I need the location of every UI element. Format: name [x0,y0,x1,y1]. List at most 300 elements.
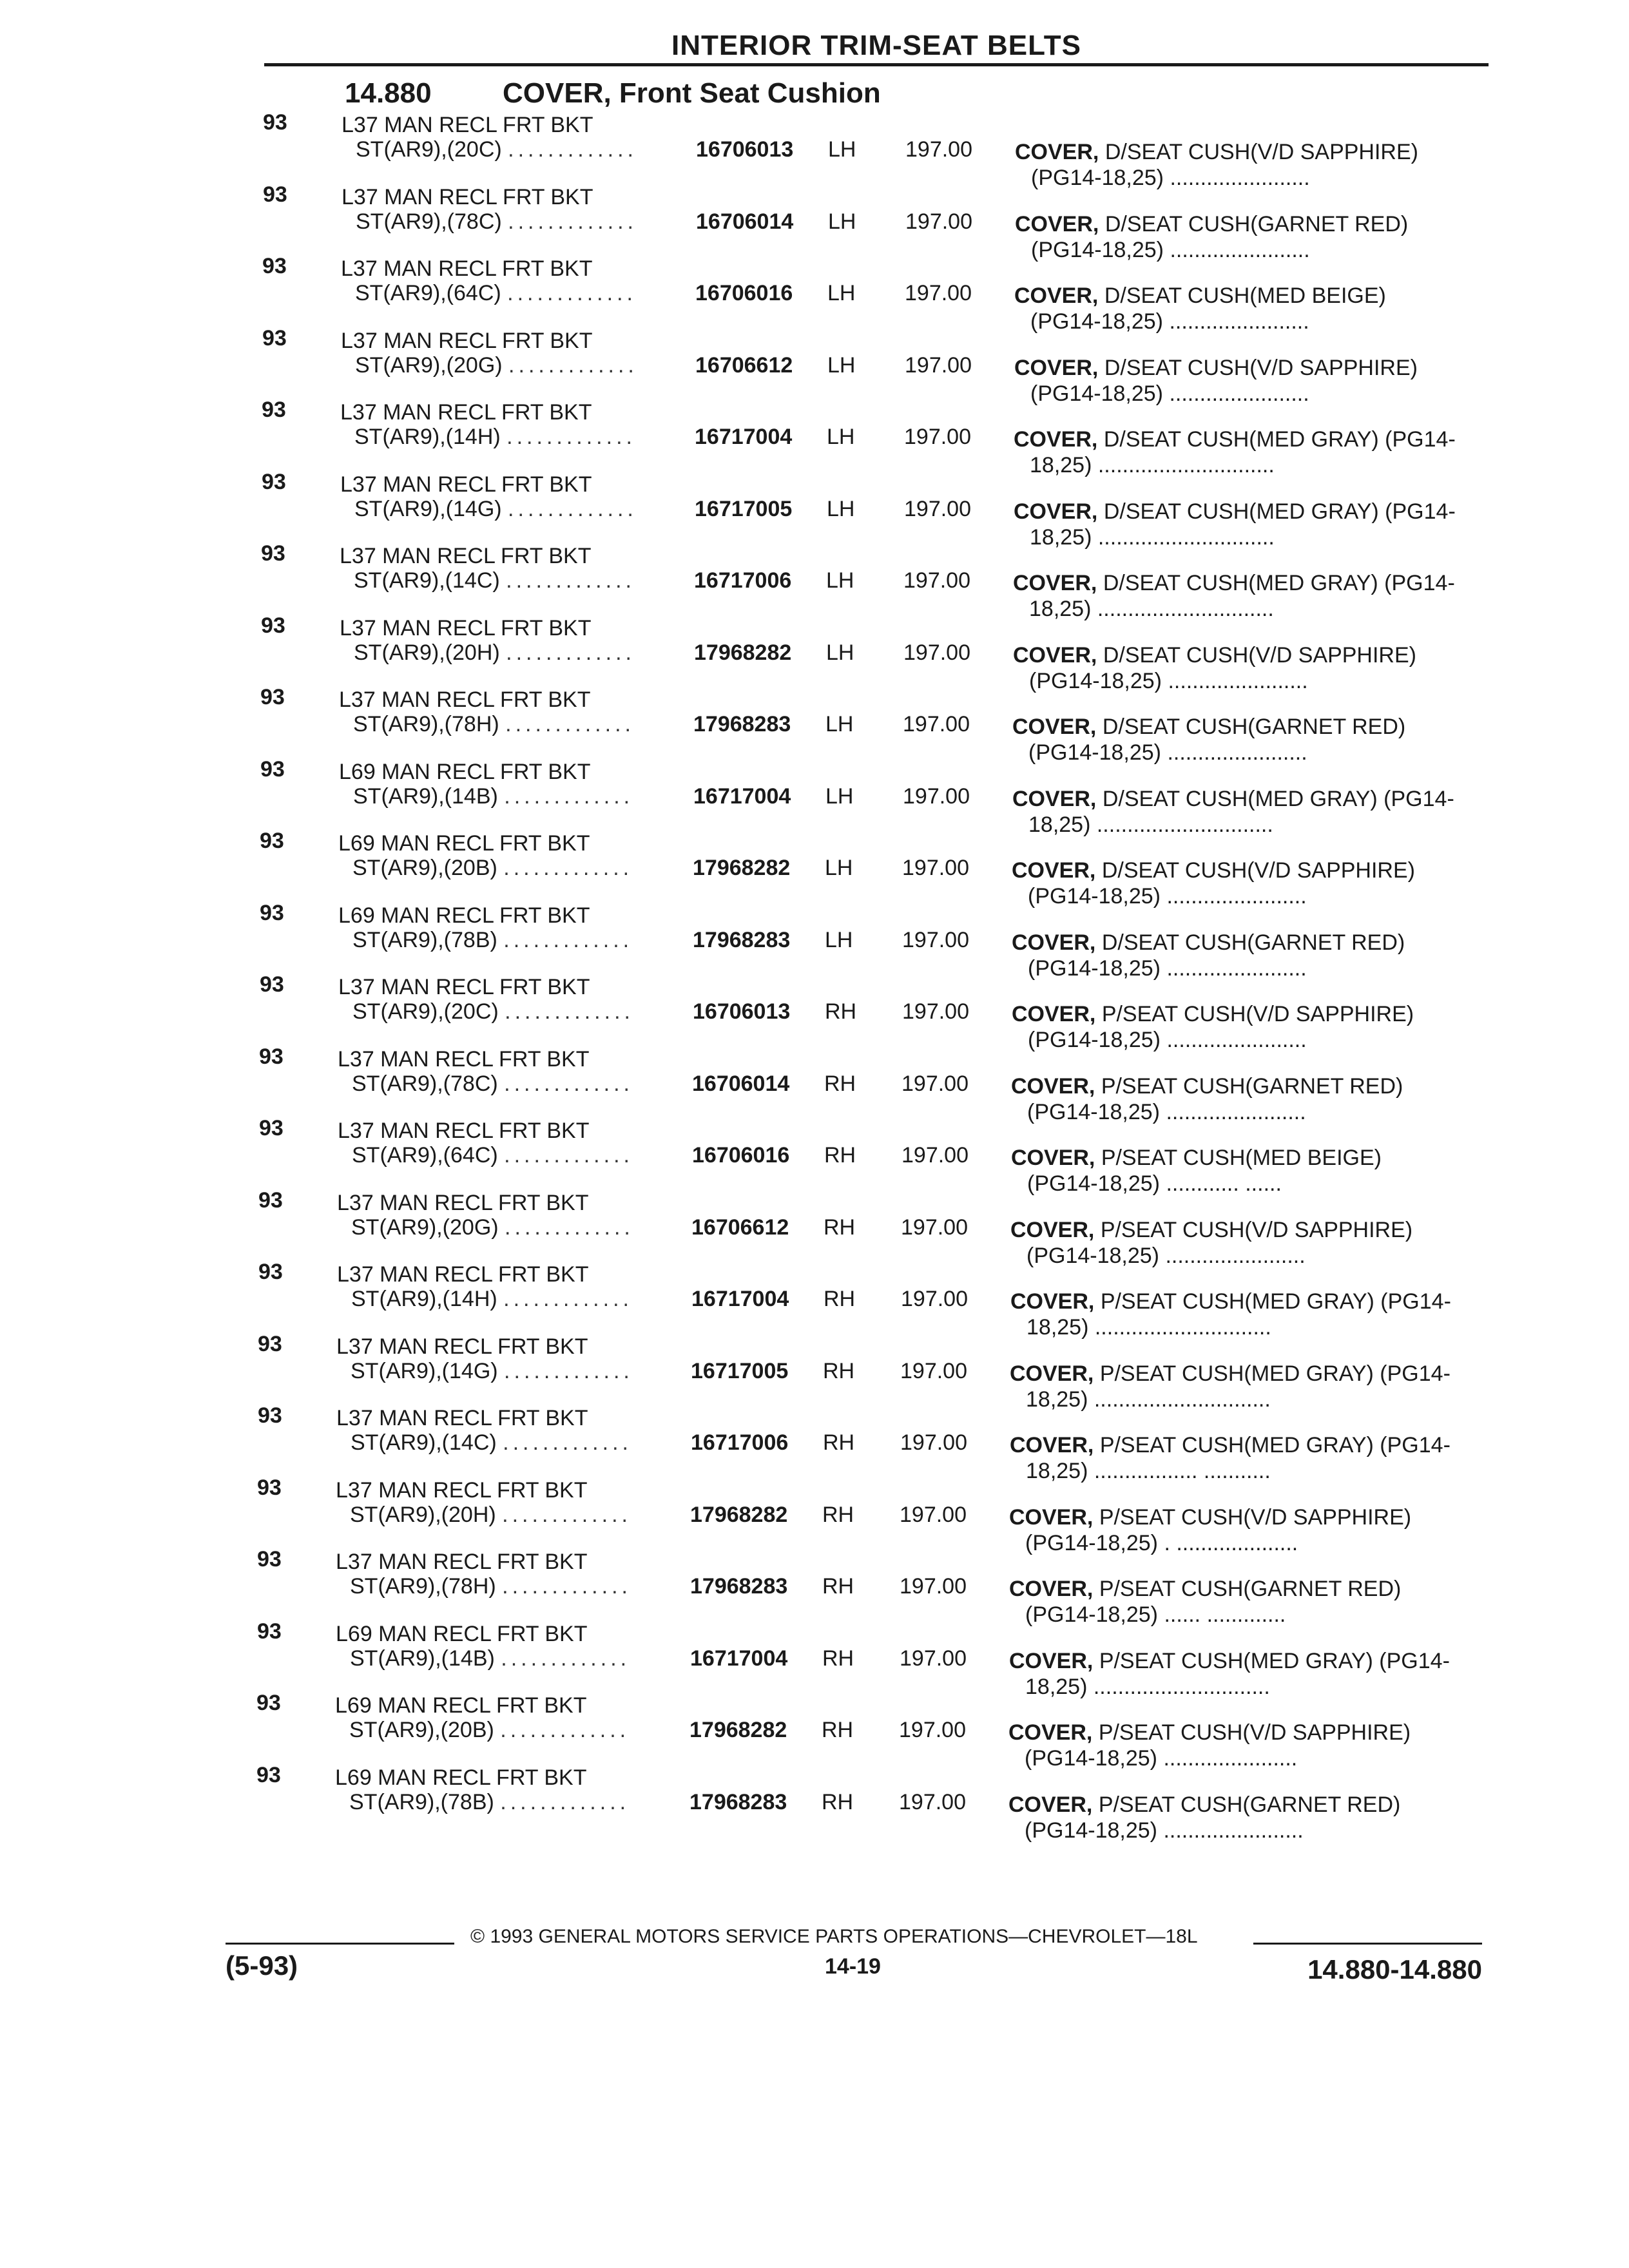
trim-code: ST(AR9),(14H) [354,425,501,449]
engine-option: L37 MAN RECL FRT BKT [340,615,592,640]
cover-keyword: COVER, [1012,858,1096,883]
ref-number: 93 [256,1691,281,1715]
cover-description [1015,139,1418,165]
ref-number: 93 [262,398,286,422]
side-code: LH [827,496,855,521]
parts-entry [0,756,1629,837]
part-number: 16717006 [691,1430,789,1455]
side-code: LH [825,927,853,952]
cover-description [1012,1001,1414,1027]
parts-entry [0,1403,1629,1483]
engine-option: L69 MAN RECL FRT BKT [339,759,591,784]
part-number: 16717005 [691,1358,789,1383]
cover-description [1009,1648,1450,1674]
dot-leader: ............. [504,1143,633,1168]
dot-leader: ............. [508,209,637,234]
part-number: 16706016 [692,1143,790,1168]
cover-description [1012,786,1454,812]
part-number: 16706013 [696,137,794,162]
trim-code: ST(AR9),(20G) [355,352,503,378]
cover-description [1011,1073,1403,1099]
side-code: RH [824,1215,856,1240]
cover-page-ref: 18,25) ............................. [1029,597,1274,621]
dot-leader: ............. [508,137,637,162]
cover-description [1014,499,1456,524]
ref-number: 93 [258,1187,283,1213]
trim-description [356,209,637,235]
dot-leader: ............. [508,496,637,521]
footer-rule-left [226,1943,454,1945]
cover-detail: P/SEAT CUSH(MED BEIGE) [1101,1146,1382,1170]
cover-keyword: COVER, [1009,1577,1094,1601]
cover-keyword: COVER, [1009,1648,1094,1673]
trim-code: ST(AR9),(20H) [354,640,500,665]
cover-keyword: COVER, [1015,140,1099,164]
cover-page-ref: (PG14-18,25) ....................... [1029,668,1308,693]
parts-entry [0,253,1629,334]
price-value: 197.00 [902,927,969,952]
parts-entry [0,182,1629,262]
price-value: 197.00 [900,1502,967,1527]
cover-description [1008,1792,1400,1818]
side-code: RH [822,1502,854,1527]
parts-entry [0,1259,1629,1340]
cover-description [1010,1361,1451,1387]
cover-detail: P/SEAT CUSH(V/D SAPPHIRE) [1100,1217,1413,1242]
parts-entry [0,900,1629,981]
cover-keyword: COVER, [1010,1289,1095,1314]
cover-detail: D/SEAT CUSH(GARNET RED) [1102,715,1406,739]
dot-leader: ............. [506,640,635,665]
part-number: 16706014 [696,209,794,234]
engine-option: L37 MAN RECL FRT BKT [336,1477,588,1503]
cover-keyword: COVER, [1015,211,1099,236]
price-value: 197.00 [901,1143,969,1168]
side-code: LH [825,856,853,880]
parts-entry [0,1690,1629,1771]
dot-leader: ............. [502,1502,631,1527]
part-number: 16717004 [695,425,793,449]
dot-leader: ............. [503,1287,633,1311]
cover-detail: P/SEAT CUSH(MED GRAY) (PG14- [1099,1648,1450,1673]
trim-description [355,352,638,378]
cover-page-ref: (PG14-18,25) ............ ...... [1027,1171,1282,1196]
parts-entry [0,1762,1629,1843]
side-code: LH [825,783,854,809]
ref-number: 93 [260,756,285,782]
cover-description [1010,1432,1451,1458]
trim-description [352,1071,633,1097]
copyright-notice: © 1993 GENERAL MOTORS SERVICE PARTS OPERATIONS—CHEVROLET—18L [470,1926,1198,1947]
price-value: 197.00 [905,281,972,305]
part-number: 17968282 [694,640,792,665]
cover-page-ref: (PG14-18,25) ....................... [1031,237,1310,262]
cover-description [1010,1289,1451,1314]
parts-entry [0,613,1629,693]
cover-page-ref: 18,25) ............................. [1026,1387,1271,1412]
side-code: RH [823,1430,855,1455]
parts-entry [0,1187,1629,1268]
side-code: LH [827,352,856,378]
trim-code: ST(AR9),(14G) [354,496,502,521]
dot-leader: ............. [504,783,634,809]
ref-number: 93 [257,1475,282,1500]
cover-detail: P/SEAT CUSH(V/D SAPPHIRE) [1101,1002,1414,1026]
cover-detail: P/SEAT CUSH(V/D SAPPHIRE) [1098,1720,1411,1745]
dot-leader: ............. [508,352,638,378]
page-footer [226,1917,1482,1994]
parts-list [0,110,1629,1843]
engine-option: L37 MAN RECL FRT BKT [342,113,593,137]
trim-code: ST(AR9),(78C) [352,1071,498,1096]
engine-option: L37 MAN RECL FRT BKT [338,1119,590,1143]
cover-keyword: COVER, [1014,499,1098,524]
cover-page-ref: (PG14-18,25) . .................... [1025,1530,1298,1555]
engine-option: L37 MAN RECL FRT BKT [342,184,593,209]
cover-keyword: COVER, [1014,284,1099,308]
cover-description [1009,1576,1401,1602]
cover-detail: P/SEAT CUSH(MED GRAY) (PG14- [1099,1433,1451,1457]
cover-detail: D/SEAT CUSH(GARNET RED) [1101,930,1405,955]
price-value: 197.00 [905,137,972,162]
side-code: LH [828,209,856,234]
price-value: 197.00 [901,1071,969,1096]
trim-code: ST(AR9),(14B) [350,1646,495,1671]
side-code: RH [822,1789,854,1814]
cover-detail: D/SEAT CUSH(MED BEIGE) [1104,284,1386,308]
ref-number: 93 [259,1116,284,1140]
trim-description [352,927,633,953]
cover-keyword: COVER, [1012,715,1097,739]
trim-description [351,1215,634,1240]
price-value: 197.00 [905,352,972,378]
cover-page-ref: 18,25) ............................. [1030,524,1275,550]
side-code: RH [822,1646,854,1671]
cover-keyword: COVER, [1008,1720,1093,1745]
engine-option: L37 MAN RECL FRT BKT [340,400,592,425]
section-number: 14.880 [345,77,432,109]
trim-code: ST(AR9),(64C) [352,1143,498,1168]
cover-description [1012,714,1405,740]
cover-page-ref: 18,25) ................. ........... [1026,1459,1271,1483]
trim-code: ST(AR9),(14B) [353,783,498,809]
dot-leader: ............. [500,1718,630,1742]
dot-leader: ............. [501,1646,631,1671]
parts-entry [0,110,1629,190]
section-heading [345,77,881,110]
page-title: INTERIOR TRIM-SEAT BELTS [671,30,1081,61]
footer-rule-right [1253,1943,1482,1945]
cover-page-ref: (PG14-18,25) ....................... [1031,166,1310,190]
side-code: RH [823,1358,855,1383]
cover-page-ref: (PG14-18,25) ....................... [1030,381,1309,406]
cover-keyword: COVER, [1011,1146,1095,1170]
parts-entry [0,1619,1629,1699]
side-code: LH [827,281,856,305]
price-value: 197.00 [904,425,971,449]
part-number: 17968283 [689,1789,787,1814]
trim-description [354,424,636,450]
price-value: 197.00 [900,1430,967,1455]
price-value: 197.00 [904,496,971,521]
cover-description [1013,642,1416,668]
parts-entry [0,972,1629,1052]
ref-number: 93 [261,541,285,566]
dot-leader: ............. [505,1215,634,1240]
cover-keyword: COVER, [1012,930,1096,955]
cover-detail: D/SEAT CUSH(V/D SAPPHIRE) [1101,858,1415,883]
dot-leader: ............. [506,568,635,593]
header-rule [264,63,1489,66]
cover-page-ref: (PG14-18,25) ...... ............. [1025,1602,1286,1627]
trim-code: ST(AR9),(78B) [352,927,497,952]
price-value: 197.00 [900,1358,967,1383]
cover-description [1008,1720,1411,1745]
cover-keyword: COVER, [1012,1002,1096,1026]
trim-description [352,999,634,1024]
engine-option: L37 MAN RECL FRT BKT [336,1406,588,1430]
ref-number: 93 [263,110,287,135]
cover-detail: D/SEAT CUSH(MED GRAY) (PG14- [1103,427,1456,452]
cover-page-ref: (PG14-18,25) ...................... [1025,1746,1298,1771]
engine-option: L37 MAN RECL FRT BKT [340,472,592,497]
part-number: 16706612 [695,352,793,378]
parts-entry [0,541,1629,621]
parts-entry [0,684,1629,765]
side-code: LH [825,712,854,736]
engine-option: L37 MAN RECL FRT BKT [336,1334,588,1359]
cover-description [1015,211,1408,237]
side-code: LH [828,137,856,162]
parts-entry [0,1475,1629,1555]
trim-code: ST(AR9),(20C) [356,137,502,162]
dot-leader: ............. [503,927,633,952]
parts-entry [0,1115,1629,1196]
cover-page-ref: (PG14-18,25) ....................... [1028,740,1307,765]
cover-detail: P/SEAT CUSH(GARNET RED) [1098,1792,1401,1817]
parts-entry [0,325,1629,406]
ref-number: 93 [257,1547,282,1571]
part-number: 16717006 [694,568,792,593]
price-value: 197.00 [903,712,970,736]
part-number: 16706013 [693,999,791,1024]
side-code: RH [822,1718,854,1742]
parts-entry [0,397,1629,477]
cover-description [1014,427,1456,452]
engine-option: L69 MAN RECL FRT BKT [335,1693,587,1718]
cover-detail: D/SEAT CUSH(V/D SAPPHIRE) [1104,355,1418,380]
cover-keyword: COVER, [1008,1792,1093,1817]
trim-description [352,1142,633,1168]
cover-description [1009,1504,1411,1530]
ref-number: 93 [257,1619,282,1644]
engine-option: L69 MAN RECL FRT BKT [338,831,590,856]
trim-code: ST(AR9),(64C) [355,281,501,305]
engine-option: L69 MAN RECL FRT BKT [338,903,590,928]
page-number: 14-19 [825,1954,881,1979]
cover-detail: D/SEAT CUSH(GARNET RED) [1104,211,1409,236]
cover-keyword: COVER, [1014,427,1098,452]
parts-entry [0,828,1629,908]
trim-description [356,137,637,162]
section-range: 14.880-14.880 [1307,1954,1482,1984]
engine-option: L37 MAN RECL FRT BKT [341,256,593,281]
cover-page-ref: (PG14-18,25) ....................... [1025,1818,1304,1843]
cover-keyword: COVER, [1009,1504,1094,1530]
cover-page-ref: 18,25) ............................. [1025,1674,1270,1699]
ref-number: 93 [258,1331,282,1356]
side-code: RH [824,1287,856,1311]
engine-option: L37 MAN RECL FRT BKT [339,687,591,712]
side-code: RH [824,1143,856,1168]
cover-page-ref: (PG14-18,25) ....................... [1028,884,1307,908]
engine-option: L37 MAN RECL FRT BKT [336,1550,588,1574]
trim-code: ST(AR9),(78H) [353,712,499,736]
ref-number: 93 [260,685,285,709]
cover-page-ref: (PG14-18,25) ....................... [1028,1028,1307,1052]
dot-leader: ............. [504,1358,633,1383]
cover-description [1012,858,1415,883]
cover-page-ref: (PG14-18,25) ....................... [1028,956,1307,981]
price-value: 197.00 [902,856,969,880]
ref-number: 93 [262,254,287,278]
cover-detail: P/SEAT CUSH(MED GRAY) (PG14- [1100,1289,1451,1314]
dot-leader: ............. [504,1071,633,1096]
cover-detail: D/SEAT CUSH(MED GRAY) (PG14- [1103,571,1455,595]
engine-option: L69 MAN RECL FRT BKT [336,1621,588,1646]
cover-page-ref: (PG14-18,25) ....................... [1030,309,1309,334]
cover-detail: P/SEAT CUSH(V/D SAPPHIRE) [1099,1504,1412,1530]
dot-leader: ............. [503,856,633,880]
price-value: 197.00 [899,1789,966,1814]
cover-description [1014,283,1386,309]
parts-entry [0,1331,1629,1412]
trim-code: ST(AR9),(78C) [356,209,502,234]
side-code: LH [827,425,855,449]
revision-date: (5-93) [226,1950,298,1981]
parts-entry [0,1546,1629,1627]
part-number: 17968282 [689,1718,787,1742]
trim-description [350,1502,631,1528]
ref-number: 93 [260,972,284,997]
trim-description [349,1789,630,1815]
dot-leader: ............. [502,1574,631,1599]
trim-code: ST(AR9),(78B) [349,1789,494,1814]
cover-description [1011,1145,1382,1171]
side-code: RH [824,1071,856,1096]
cover-page-ref: (PG14-18,25) ....................... [1027,1099,1306,1124]
cover-detail: P/SEAT CUSH(MED GRAY) (PG14- [1099,1361,1451,1386]
side-code: RH [825,999,857,1024]
price-value: 197.00 [903,783,970,809]
trim-description [351,1358,633,1384]
parts-entry [0,1044,1629,1124]
dot-leader: ............. [505,712,635,736]
cover-keyword: COVER, [1013,642,1097,668]
price-value: 197.00 [901,1287,968,1311]
trim-code: ST(AR9),(78H) [350,1574,496,1599]
cover-description [1010,1217,1412,1243]
ref-number: 93 [262,325,287,351]
side-code: RH [822,1574,854,1599]
price-value: 197.00 [900,1574,967,1599]
cover-description [1012,930,1405,956]
engine-option: L69 MAN RECL FRT BKT [335,1765,587,1790]
price-value: 197.00 [903,640,970,665]
cover-page-ref: 18,25) ............................. [1030,453,1275,477]
trim-code: ST(AR9),(20B) [349,1718,494,1742]
cover-detail: P/SEAT CUSH(GARNET RED) [1099,1577,1402,1601]
side-code: LH [826,568,854,593]
trim-code: ST(AR9),(14H) [351,1287,497,1311]
part-number: 16706612 [691,1215,789,1240]
part-number: 17968282 [690,1502,788,1527]
ref-number: 93 [261,613,285,638]
ref-number: 93 [260,900,284,925]
cover-detail: P/SEAT CUSH(GARNET RED) [1101,1073,1403,1099]
trim-code: ST(AR9),(20G) [351,1215,499,1240]
trim-description [351,1430,632,1456]
ref-number: 93 [258,1260,283,1284]
price-value: 197.00 [901,1215,968,1240]
engine-option: L37 MAN RECL FRT BKT [341,328,593,353]
part-number: 17968282 [693,856,791,880]
cover-description [1013,570,1455,596]
cover-keyword: COVER, [1010,1217,1095,1242]
trim-description [354,640,635,666]
trim-description [353,711,635,737]
part-number: 17968283 [693,927,791,952]
trim-code: ST(AR9),(14G) [351,1358,498,1383]
dot-leader: ............. [506,425,636,449]
trim-description [349,1717,630,1743]
section-title: COVER, Front Seat Cushion [503,77,881,109]
price-value: 197.00 [899,1718,966,1742]
ref-number: 93 [258,1403,282,1428]
trim-code: ST(AR9),(14C) [351,1430,497,1455]
engine-option: L37 MAN RECL FRT BKT [337,1190,589,1215]
trim-code: ST(AR9),(20C) [352,999,499,1024]
dot-leader: ............. [507,281,637,305]
cover-page-ref: (PG14-18,25) ....................... [1027,1243,1306,1268]
cover-keyword: COVER, [1012,786,1097,811]
cover-keyword: COVER, [1011,1073,1095,1099]
cover-keyword: COVER, [1014,355,1099,380]
price-value: 197.00 [903,568,970,593]
part-number: 17968283 [690,1574,788,1599]
trim-description [350,1646,630,1671]
cover-detail: D/SEAT CUSH(V/D SAPPHIRE) [1104,140,1418,164]
part-number: 16706016 [695,281,793,305]
dot-leader: ............. [500,1789,630,1814]
part-number: 16717005 [695,496,793,521]
ref-number: 93 [256,1762,281,1787]
engine-option: L37 MAN RECL FRT BKT [340,544,592,568]
price-value: 197.00 [905,209,972,234]
trim-description [353,783,633,809]
trim-description [350,1573,631,1599]
page-header [264,26,1489,72]
cover-keyword: COVER, [1013,571,1097,595]
engine-option: L37 MAN RECL FRT BKT [337,1262,589,1287]
price-value: 197.00 [900,1646,967,1671]
dot-leader: ............. [505,999,634,1024]
ref-number: 93 [263,182,287,207]
cover-page-ref: 18,25) ............................. [1027,1315,1271,1340]
cover-keyword: COVER, [1010,1361,1094,1386]
part-number: 17968283 [693,712,791,736]
engine-option: L37 MAN RECL FRT BKT [338,975,590,999]
